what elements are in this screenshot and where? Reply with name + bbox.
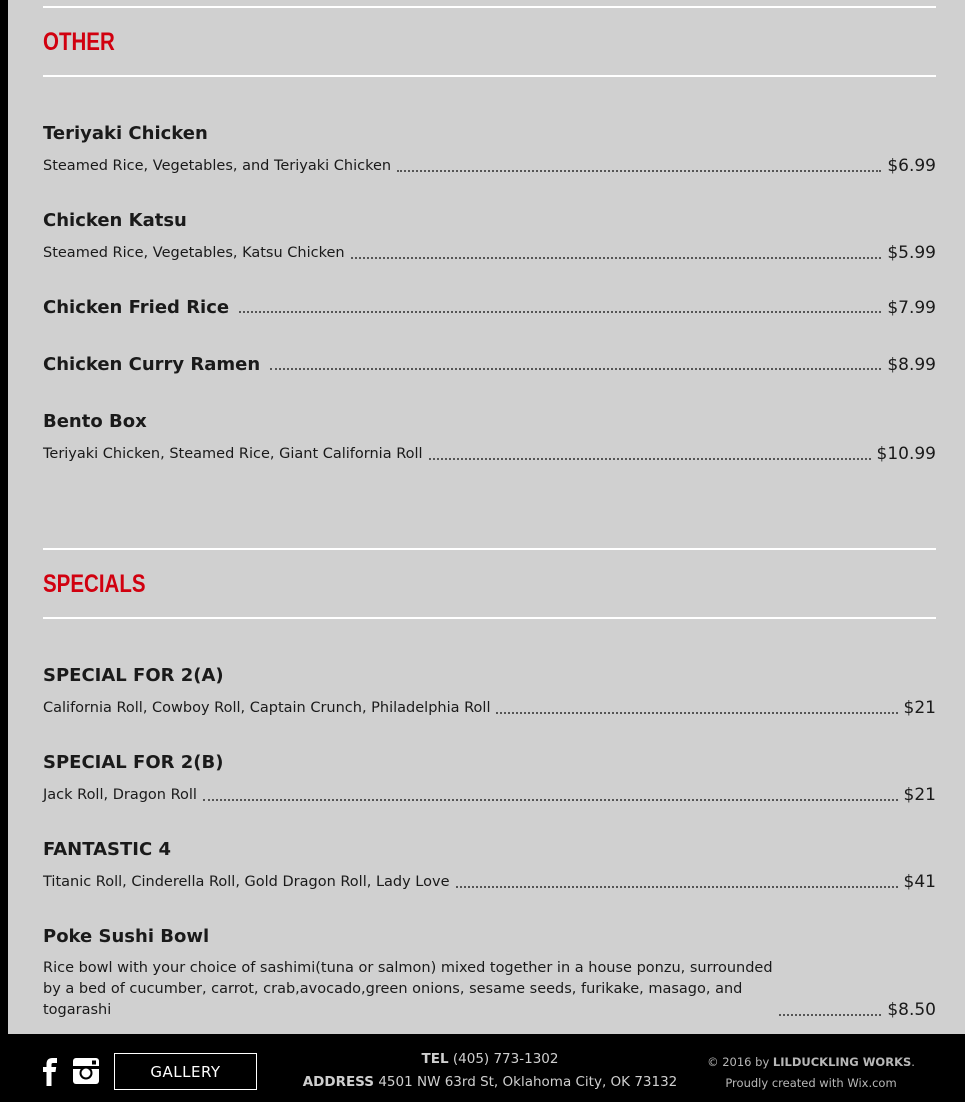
menu-item-name: SPECIAL FOR 2(B) bbox=[43, 752, 224, 773]
section-title-other: OTHER bbox=[43, 28, 115, 56]
facebook-icon[interactable] bbox=[40, 1058, 60, 1086]
menu-item-name: Bento Box bbox=[43, 411, 147, 432]
dotted-leader bbox=[351, 257, 882, 259]
tel-value[interactable]: (405) 773-1302 bbox=[452, 1051, 559, 1067]
menu-item-description: Jack Roll, Dragon Roll bbox=[43, 787, 197, 803]
copyright-brand[interactable]: LILDUCKLING WORKS bbox=[772, 1055, 912, 1069]
copyright-suffix: . bbox=[911, 1055, 915, 1069]
section-divider bbox=[43, 75, 936, 77]
address-value: 4501 NW 63rd St, Oklahoma City, OK 73132 bbox=[378, 1074, 678, 1090]
menu-item-name: Chicken Curry Ramen bbox=[43, 354, 261, 375]
menu-item bbox=[43, 210, 936, 264]
section-divider bbox=[43, 6, 936, 8]
menu-item bbox=[43, 297, 936, 319]
footer bbox=[0, 1034, 965, 1102]
menu-item bbox=[43, 926, 936, 1021]
menu-item-name: Poke Sushi Bowl bbox=[43, 926, 210, 947]
address-label: ADDRESS bbox=[302, 1074, 375, 1090]
menu-item-name: Chicken Fried Rice bbox=[43, 297, 230, 318]
dotted-leader bbox=[779, 1014, 881, 1016]
menu-item bbox=[43, 411, 936, 465]
menu-item-price: $5.99 bbox=[887, 243, 936, 263]
menu-panel bbox=[8, 0, 965, 1034]
menu-item bbox=[43, 665, 936, 719]
menu-item-price: $21 bbox=[903, 698, 936, 718]
menu-item-price: $8.50 bbox=[887, 1000, 936, 1020]
menu-item bbox=[43, 752, 936, 806]
dotted-leader bbox=[270, 368, 881, 370]
dotted-leader bbox=[456, 886, 898, 888]
section-divider bbox=[43, 617, 936, 619]
section-title-specials: SPECIALS bbox=[43, 570, 146, 598]
menu-item-name: FANTASTIC 4 bbox=[43, 839, 171, 860]
menu-item-price: $8.99 bbox=[887, 355, 936, 375]
tel-label: TEL bbox=[421, 1051, 449, 1067]
wix-credit[interactable]: Proudly created with Wix.com bbox=[725, 1076, 897, 1090]
copyright bbox=[681, 1055, 941, 1069]
instagram-icon[interactable] bbox=[72, 1057, 100, 1085]
contact-phone bbox=[300, 1051, 680, 1067]
menu-item-description: Teriyaki Chicken, Steamed Rice, Giant California Roll bbox=[43, 446, 423, 462]
dotted-leader bbox=[397, 170, 881, 172]
gallery-button[interactable]: GALLERY bbox=[114, 1053, 257, 1090]
section-divider bbox=[43, 548, 936, 550]
menu-item-price: $41 bbox=[903, 872, 936, 892]
contact-address bbox=[300, 1074, 680, 1090]
dotted-leader bbox=[429, 458, 871, 460]
menu-item-price: $21 bbox=[903, 785, 936, 805]
menu-item-description: Rice bowl with your choice of sashimi(tuna or salmon) mixed together in a house ponzu, surrounded by a bed of cucumber, carrot, crab,avocado,green onions, sesame seeds, furikake, masago, and togarashi bbox=[43, 960, 773, 1018]
menu-item-description: Steamed Rice, Vegetables, Katsu Chicken bbox=[43, 245, 345, 261]
menu-item-description: Steamed Rice, Vegetables, and Teriyaki Chicken bbox=[43, 158, 392, 174]
menu-item bbox=[43, 354, 936, 376]
dotted-leader bbox=[496, 712, 897, 714]
menu-item-price: $10.99 bbox=[876, 444, 936, 464]
menu-item bbox=[43, 839, 936, 893]
menu-item bbox=[43, 123, 936, 177]
menu-item-description: California Roll, Cowboy Roll, Captain Crunch, Philadelphia Roll bbox=[43, 700, 491, 716]
menu-item-description: Titanic Roll, Cinderella Roll, Gold Dragon Roll, Lady Love bbox=[43, 874, 450, 890]
menu-item-price: $6.99 bbox=[887, 156, 936, 176]
menu-item-price: $7.99 bbox=[887, 298, 936, 318]
dotted-leader bbox=[239, 311, 881, 313]
menu-item-name: SPECIAL FOR 2(A) bbox=[43, 665, 224, 686]
dotted-leader bbox=[203, 799, 898, 801]
copyright-prefix: © 2016 by bbox=[707, 1055, 770, 1069]
menu-item-name: Teriyaki Chicken bbox=[43, 123, 208, 144]
menu-item-name: Chicken Katsu bbox=[43, 210, 187, 231]
